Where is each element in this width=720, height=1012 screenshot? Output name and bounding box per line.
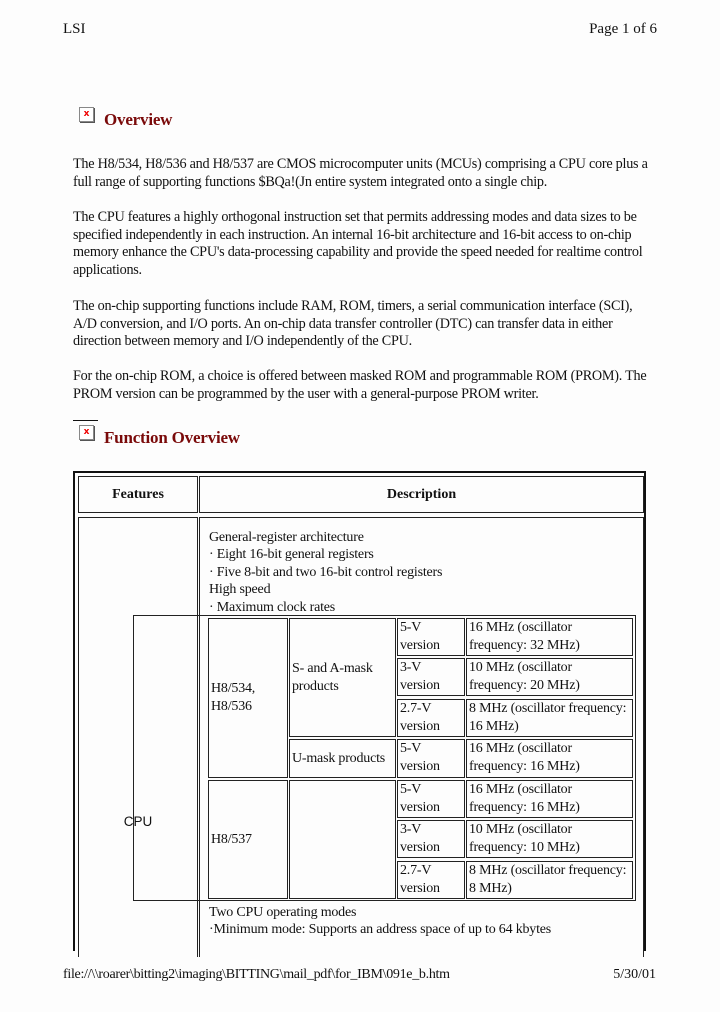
voltage-cell: 2.7-V version — [397, 699, 465, 737]
desc-line: High speed — [209, 582, 271, 598]
rate-cell: 10 MHz (oscillator frequency: 20 MHz) — [466, 658, 633, 696]
description-bottom — [209, 904, 551, 939]
divider — [73, 420, 98, 421]
mask-cell: S- and A-mask products — [289, 618, 396, 737]
voltage-cell: 2.7-V version — [397, 861, 465, 899]
overview-heading — [79, 110, 172, 130]
broken-image-icon: x — [79, 425, 94, 440]
header-features: Features — [78, 476, 198, 513]
section-title: Overview — [104, 110, 173, 129]
voltage-cell: 5-V version — [397, 618, 465, 656]
feature-label: CPU — [123, 814, 153, 829]
desc-line: Two CPU operating modes — [209, 905, 357, 920]
function-overview-heading — [79, 428, 240, 448]
paragraph: The on-chip supporting functions include RAM, ROM, timers, a serial communication interface (SCI), A/D conversion, and I/O ports. An on-chip data transfer controller (DTC) can transfer data in either direction between memory and I/O independently of the CPU. — [73, 298, 633, 350]
voltage-cell: 5-V version — [397, 739, 465, 778]
desc-line: ·Minimum mode: Supports an address space of up to 64 kbytes — [209, 922, 552, 938]
voltage-cell: 3-V version — [397, 820, 465, 858]
broken-image-icon: x — [79, 107, 94, 122]
mask-cell: U-mask products — [289, 739, 396, 778]
rate-cell: 16 MHz (oscillator frequency: 32 MHz) — [466, 618, 633, 656]
file-path: file://\\roarer\bitting2\imaging\BITTING\mail_pdf\for_IBM\091e_b.htm — [63, 967, 450, 982]
desc-line: General-register architecture — [209, 530, 364, 545]
desc-line: · Five 8-bit and two 16-bit control registers — [209, 564, 443, 580]
header-description: Description — [199, 476, 644, 513]
paragraph: The CPU features a highly orthogonal instruction set that permits addressing modes and data sizes to be specified independently in each instruction. An internal 16-bit architecture and 16-bit access to on-chip memory enhance the CPU's data-processing capability and provide the speed needed for realtime control applications. — [73, 209, 643, 278]
page-number: Page 1 of 6 — [589, 21, 657, 37]
voltage-cell: 3-V version — [397, 658, 465, 696]
rate-cell: 8 MHz (oscillator frequency: 8 MHz) — [466, 861, 633, 899]
section-title: Function Overview — [104, 428, 240, 447]
mask-cell — [289, 780, 396, 899]
rate-cell: 10 MHz (oscillator frequency: 10 MHz) — [466, 820, 633, 858]
paragraph: For the on-chip ROM, a choice is offered between masked ROM and programmable ROM (PROM). The PROM version can be programmed by the user with a general-purpose PROM writer. — [73, 368, 647, 402]
rate-cell: 8 MHz (oscillator frequency: 16 MHz) — [466, 699, 633, 737]
paragraph: The H8/534, H8/536 and H8/537 are CMOS microcomputer units (MCUs) comprising a CPU core plus a full range of supporting functions $BQa!(Jn entire system integrated onto a single chip. — [73, 156, 648, 190]
page-header-left: LSI — [63, 21, 86, 37]
desc-line: · Maximum clock rates — [209, 599, 336, 615]
rate-cell: 16 MHz (oscillator frequency: 16 MHz) — [466, 780, 633, 818]
description-top — [209, 529, 442, 616]
voltage-cell: 5-V version — [397, 780, 465, 818]
product-cell: H8/534, H8/536 — [208, 618, 288, 778]
print-date: 5/30/01 — [613, 967, 656, 982]
rate-cell: 16 MHz (oscillator frequency: 16 MHz) — [466, 739, 633, 778]
product-cell: H8/537 — [208, 780, 288, 899]
desc-line: · Eight 16-bit general registers — [209, 547, 374, 563]
